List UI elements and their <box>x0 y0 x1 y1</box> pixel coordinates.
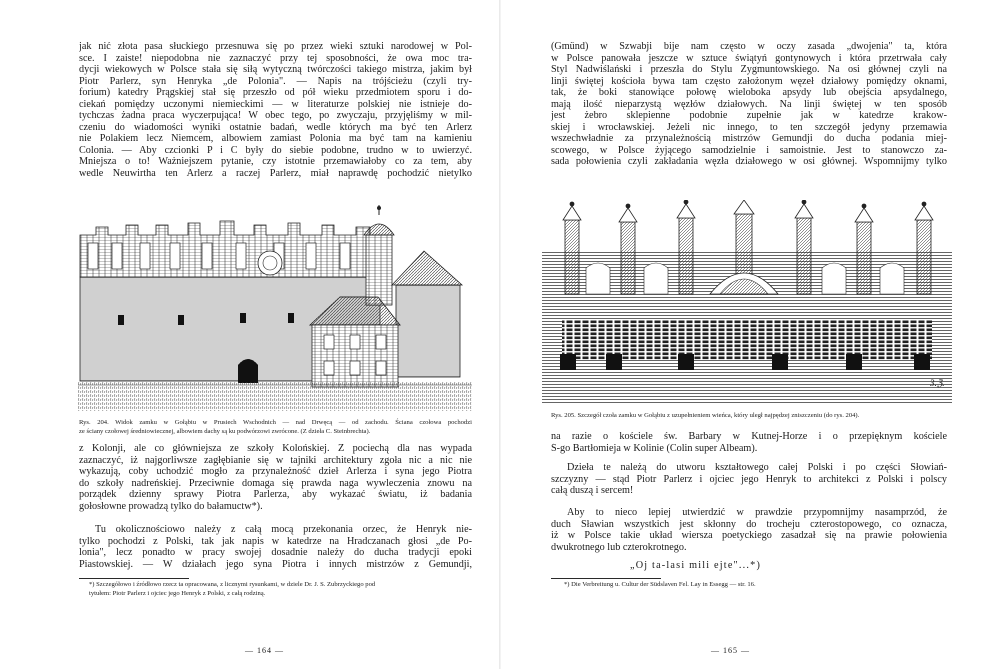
body-line: sada połowienia czyli zakładania węzła działowego w osi głównej. Wspomnijmy tylko <box>551 156 947 168</box>
left-body-top <box>79 41 472 180</box>
body-line: Tu okolicznościowo należy z całą mocą przekonania orzec, że Henryk nie- <box>95 524 472 535</box>
body-line: całą duszą i sercem! <box>551 485 634 497</box>
facade-detail-engraving <box>542 200 952 410</box>
body-line: (Gmünd) w Szwabji bije nam często w oczy zasada „dwojenia" ta, która <box>551 41 947 52</box>
footnote-rule <box>79 578 189 579</box>
caption-line: Rys. 205. Szczegół czoła zamku w Gołąbiu z uzupełnieniem wieńca, który uległ najpędzej zniszczeniu (do rys. 204). <box>551 412 860 419</box>
right-page <box>500 0 1000 669</box>
body-line: scowego, w Polsce żyjącego samodzielnie i samoistnie. Jest to stanowczo za- <box>551 144 947 156</box>
body-line: forium) katedry Prągskiej stał się przeszło od pół wieku przedmiotem sporu i do- <box>79 87 472 99</box>
body-line: duch Sławian wszystkich jest skłonny do trocheju czterostopowego, co oznacza, <box>551 518 947 530</box>
body-line: wszechwładnie za przynależnością mistrzów Gemundji do ducha podania miej- <box>551 133 947 145</box>
caption-line: ze ściany czołowej średniowiecznej, albowiem dachy są ku podwórzowi zwrócone. (Z dzieła C. Steinbrechta). <box>79 427 371 435</box>
body-line: czeniu do wiadomości wyniki ostatnie badań, wedle których ma być ten Arlerz <box>79 121 472 133</box>
figure-205-caption <box>551 412 947 421</box>
body-line: Ś-go Bartłomieja w Kolinie (Colin super Albeam). <box>551 442 758 454</box>
body-line: iż w Polsce takie układ wiersza poetyckiego zasadzał się na prawie połowienia <box>551 530 947 542</box>
body-line: dwukrotnego lub czterokrotnego. <box>551 541 687 553</box>
body-line: gołosłowne prowadzą tylko do bałamuctw*). <box>79 500 263 512</box>
left-body-bottom <box>79 443 472 512</box>
body-line: w Polsce panowała jeszcze w sztuce świątyń gontynowych i która przetrwała cały <box>551 52 947 64</box>
body-line: jest żebro sklepienne podobnie zupełnie jak w katedrze krakow- <box>551 110 947 122</box>
footnote-line: *) Szczegółowo i źródłowo rzecz ta opracowana, z licznymi rysunkami, w dziele Dr. J. S. Zubrzyckiego pod <box>89 581 376 588</box>
left-body-paragraph-2 <box>79 524 472 570</box>
body-line: Piotr Parlerz, syn Henryka „de Polonia". — Napis na trójścieżu (czyli try- <box>79 75 472 87</box>
right-body-top <box>551 41 947 168</box>
body-line: na razie o kościele św. Barbary w Kutnej-Horze i o przepięknym kościele <box>551 431 947 442</box>
body-line: Colonia. — Aby czcionki P i C były do siebie podobne, trudno w to uwierzyć. <box>79 144 472 156</box>
body-line: zaznaczyć, iż najgorliwsze zagłębianie się w tajniki architektury zgoła nic a nic nie <box>79 454 472 466</box>
body-line: porządek dzienny sprawy Piotra Parlerza, aby wykazać światu, iż badania <box>79 489 472 501</box>
figure-204-caption <box>79 419 472 436</box>
body-line: wykazują, coby uchodzić mogło za przynależność dzieł Arlerza i syna jego Piotra <box>79 466 472 478</box>
page-number-165: — 165 — <box>711 646 750 655</box>
artist-signature: 3.ℨ. <box>930 378 945 388</box>
castle-engraving <box>78 205 472 413</box>
body-line: nie Polakiem lecz Niemcem, albowiem zamiast Polonia ma być tam na kamieniu <box>79 133 472 145</box>
body-line: Styl Nadwiślański i przeszła do Stylu Zygmuntowskiego. Na osi głównej czyli na <box>551 64 947 76</box>
caption-line: Rys. 204. Widok zamku w Gołąbiu w Prusiech Wschodnich — nad Drwęcą — od zachodu. Ściana czołowa pochodzi <box>79 419 472 426</box>
right-body-paragraph-2 <box>551 462 947 497</box>
body-line: mają ilość nieparzystą węzłów działowych. Na linji świętej w ten sposób <box>551 98 947 110</box>
castle-facade-detail-figure <box>542 200 952 410</box>
body-line: skiej i wrocławskiej. Jeżeli nic innego, to ten szczegół jedyny przemawia <box>551 121 947 133</box>
verse-text: „Oj ta-lasi mili ejte"...*) <box>630 560 762 571</box>
footnote-rule <box>551 578 661 579</box>
body-line: sce. I zaiste! niepodobna nie zaznaczyć przy tej sposobności, że owa moc tra- <box>79 52 472 64</box>
right-body-bottom <box>551 431 947 454</box>
body-line: ciekań pomiędzy uczonymi niemieckimi — w literaturze polskiej nie istnieje do- <box>79 98 472 110</box>
body-line: tylko pochodzi z Polski, tak jak napis w katedrze na Hradczanach głosi „de Po- <box>79 535 472 547</box>
body-line: szczyzny — stąd Piotr Parlerz i ojciec jego Henryk to architekci z Polski i polscy <box>551 473 947 485</box>
body-line: Mniejsza o to! Ważniejszem pytanie, czy istotnie przemawiałoby co za tem, aby <box>79 156 472 168</box>
verse-line <box>630 560 930 572</box>
body-line: Aby to nieco lepiej utwierdzić w prawdzie przypomnijmy nasamprzód, że <box>567 507 947 518</box>
body-line: Dzieła te należą do utworu kształtowego całej Polski i po części Słowiań- <box>567 462 947 473</box>
body-line: jak nić złota pasa słuckiego przesnuwa się po przez wieki sztuki narodowej w Pol- <box>79 41 472 52</box>
body-line: lonia", lecz ponadto w pracy swojej dosadnie należy do ducha tradycji epoki <box>79 547 472 559</box>
page-number-164: — 164 — <box>245 646 284 655</box>
castle-west-view-figure <box>78 205 472 413</box>
footnote-line: *) Die Verbreitung u. Cultur der Südslaven Fel. Lay in Essegg — str. 16. <box>564 581 756 588</box>
body-line: tak, że boki stanowiące połowę wieloboka apsydy lub obejścia apsydalnego, <box>551 87 947 99</box>
body-line: Piastowskiej. — W działach jego syna Piotra i innych mistrzów z Gemundji, <box>79 558 472 570</box>
right-body-paragraph-3 <box>551 507 947 553</box>
body-line: dycji wiekowych w Polsce stała się siłą wytyczną twórczości takiego mistrza, jakim był <box>79 64 472 76</box>
body-line: do szkoły nadreńskiej. Przeciwnie domaga się prawda naga wywleczenia znowu na <box>79 477 472 489</box>
body-line: wedle Neuwirtha ten Arlerz a raczej Parlerz, miał naprawdę pochodzić nietylko <box>79 168 472 180</box>
right-footnote <box>564 580 947 589</box>
body-line: tychczas żadna praca wyczerpująca! W obec tego, po zwyczaju, przyjęliśmy w mil- <box>79 110 472 122</box>
left-footnote <box>89 580 472 598</box>
body-line: linji świętej kościoła bywa tam często założonym węzeł działowy pomiędzy oknami, <box>551 75 947 87</box>
body-line: z Kolonji, ale co główniejsza ze szkoły Kolońskiej. Z pociechą dla nas wypada <box>79 443 472 454</box>
footnote-line: tytułem: Piotr Parlerz i ojciec jego Henryk z Polski, z całą rodziną. <box>89 590 266 597</box>
